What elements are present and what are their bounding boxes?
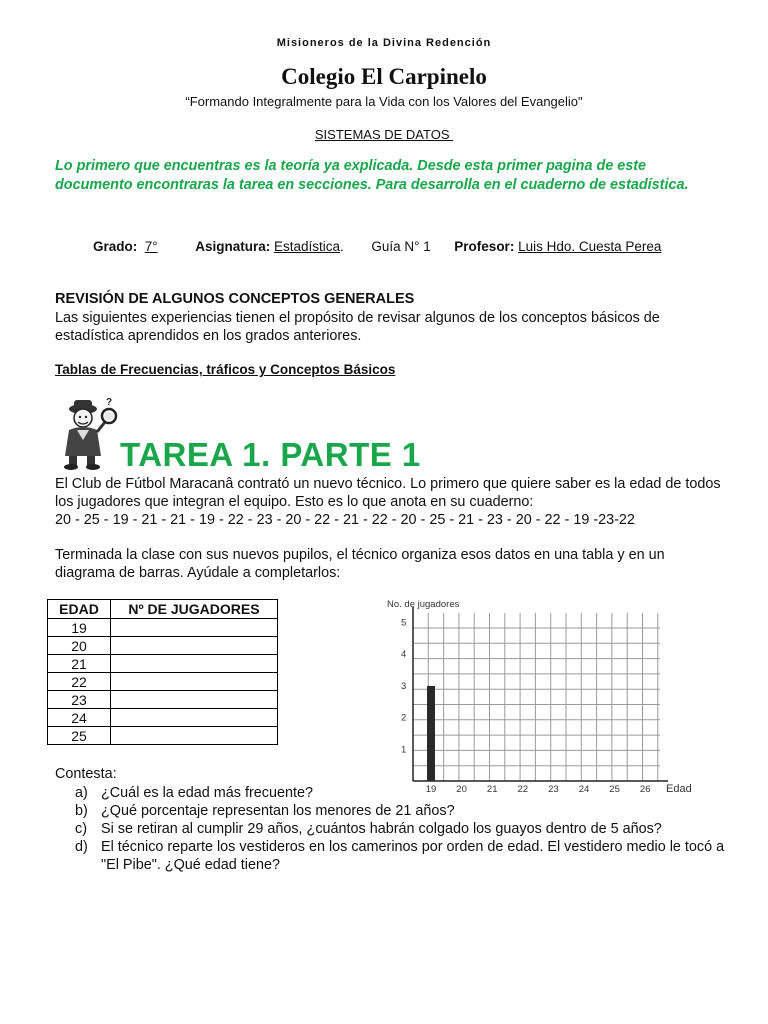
grado-value: 7° xyxy=(144,239,158,254)
guia-number: Guía N° 1 xyxy=(371,239,431,254)
age-cell: 22 xyxy=(48,673,111,691)
question-text: El técnico reparte los vestideros en los camerinos por orden de edad. El vestidero medio le tocó a "El Pibe". ¿Qué edad tiene? xyxy=(101,839,725,873)
profesor-label: Profesor: xyxy=(454,239,515,254)
asignatura-label: Asignatura: xyxy=(195,239,271,254)
list-item xyxy=(55,802,725,820)
questions-intro: Contesta: xyxy=(55,766,117,782)
profesor-value: Luis Hdo. Cuesta Perea xyxy=(518,239,662,254)
count-cell[interactable] xyxy=(111,709,278,727)
count-cell[interactable] xyxy=(111,619,278,637)
asignatura-value: Estadística xyxy=(274,239,341,254)
question-text: ¿Cuál es la edad más frecuente? xyxy=(101,785,313,801)
list-item xyxy=(55,820,725,838)
y-tick-label: 3 xyxy=(401,680,407,692)
age-cell: 19 xyxy=(48,619,111,637)
count-cell[interactable] xyxy=(111,727,278,745)
count-cell[interactable] xyxy=(111,637,278,655)
school-name: Colegio El Carpinelo xyxy=(281,64,487,89)
header-jugadores: Nº DE JUGADORES xyxy=(111,600,278,619)
chart-x-axis-label: Edad xyxy=(666,783,692,795)
age-cell: 23 xyxy=(48,691,111,709)
count-cell[interactable] xyxy=(111,673,278,691)
table-row xyxy=(48,727,278,745)
review-heading: REVISIÓN DE ALGUNOS CONCEPTOS GENERALES xyxy=(55,291,415,307)
meta-line: Grado: 7° Asignatura: Estadística. Guía N° 1 Profesor: Luis Hdo. Cuesta Perea xyxy=(93,239,662,254)
bar-19 xyxy=(427,686,435,781)
table-header-row xyxy=(48,600,278,619)
question-text: ¿Qué porcentaje representan los menores de 21 años? xyxy=(101,803,455,819)
bar-chart xyxy=(365,595,695,801)
question-marker: b) xyxy=(75,803,88,819)
organization-name: Misioneros de la Divina Redención xyxy=(276,37,492,49)
school-motto: “Formando Integralmente para la Vida con los Valores del Evangelio" xyxy=(185,94,583,109)
question-marker: c) xyxy=(75,821,87,837)
y-tick-label: 4 xyxy=(401,649,407,661)
age-cell: 20 xyxy=(48,637,111,655)
table-row xyxy=(48,637,278,655)
review-body: Las siguientes experiencias tienen el propósito de revisar algunos de los conceptos básicos de estadística aprendidos en los grados anteriores. xyxy=(55,310,660,344)
header-edad: EDAD xyxy=(48,600,111,619)
task-paragraph-1 xyxy=(55,475,725,529)
x-tick-label: 25 xyxy=(609,784,620,795)
list-item xyxy=(55,838,725,874)
y-tick-label: 5 xyxy=(401,617,407,629)
x-tick-label: 19 xyxy=(425,784,437,795)
frequency-table xyxy=(47,599,278,745)
section-title-wrap xyxy=(0,127,768,142)
ages-data-line: 20 - 25 - 19 - 21 - 21 - 19 - 22 - 23 - 20 - 22 - 21 - 22 - 20 - 25 - 21 - 23 - 20 - 22 - 19 -23-22 xyxy=(55,512,635,528)
chart-labels xyxy=(401,618,650,795)
y-tick-label: 2 xyxy=(401,712,407,724)
table-row xyxy=(48,619,278,637)
x-tick-label: 20 xyxy=(456,784,467,795)
intro-text: Lo primero que encuentras es la teoría ya explicada. Desde esta primer pagina de este documento encontraras la tarea en secciones. Para desarrolla en el cuaderno de estadística. xyxy=(55,158,689,193)
chart-y-axis-label: No. de jugadores xyxy=(387,599,460,610)
question-marker: a) xyxy=(75,785,88,801)
x-tick-label: 23 xyxy=(548,784,559,795)
x-tick-label: 24 xyxy=(578,784,590,795)
age-cell: 21 xyxy=(48,655,111,673)
task-paragraph-2: Terminada la clase con sus nuevos pupilos, el técnico organiza esos datos en una tabla y en un diagrama de barras. Ayúdale a completarlos: xyxy=(55,547,665,581)
y-tick-label: 1 xyxy=(401,744,407,756)
question-marker: d) xyxy=(75,839,88,855)
question-text: Si se retiran al cumplir 29 años, ¿cuántos habrán colgado los guayos dentro de 5 años? xyxy=(101,821,662,837)
grado-label: Grado: xyxy=(93,239,138,254)
count-cell[interactable] xyxy=(111,655,278,673)
list-item xyxy=(55,784,725,802)
chart-grid xyxy=(413,613,660,781)
x-tick-label: 22 xyxy=(517,784,529,795)
chart-axes xyxy=(413,607,668,781)
tablas-heading: Tablas de Frecuencias, tráficos y Conceptos Básicos xyxy=(55,362,396,377)
age-cell: 24 xyxy=(48,709,111,727)
svg-text:?: ? xyxy=(105,397,113,408)
task-paragraph-1-text: El Club de Fútbol Maracanâ contrató un nuevo técnico. Lo primero que quiere saber es la edad de todos los jugadores que integran el equipo. Esto es lo que anota en su cuaderno: xyxy=(55,476,721,510)
table-row xyxy=(48,709,278,727)
table-row xyxy=(48,691,278,709)
detective-mascot-icon xyxy=(57,396,121,470)
x-tick-label: 21 xyxy=(486,784,498,795)
chart-bars xyxy=(427,686,435,781)
x-tick-label: 26 xyxy=(639,784,651,795)
section-title: SISTEMAS DE DATOS xyxy=(314,127,454,142)
questions-list xyxy=(55,784,725,874)
task-title: TAREA 1. PARTE 1 xyxy=(120,436,421,473)
table-row xyxy=(48,673,278,691)
age-cell: 25 xyxy=(48,727,111,745)
table-row xyxy=(48,655,278,673)
count-cell[interactable] xyxy=(111,691,278,709)
